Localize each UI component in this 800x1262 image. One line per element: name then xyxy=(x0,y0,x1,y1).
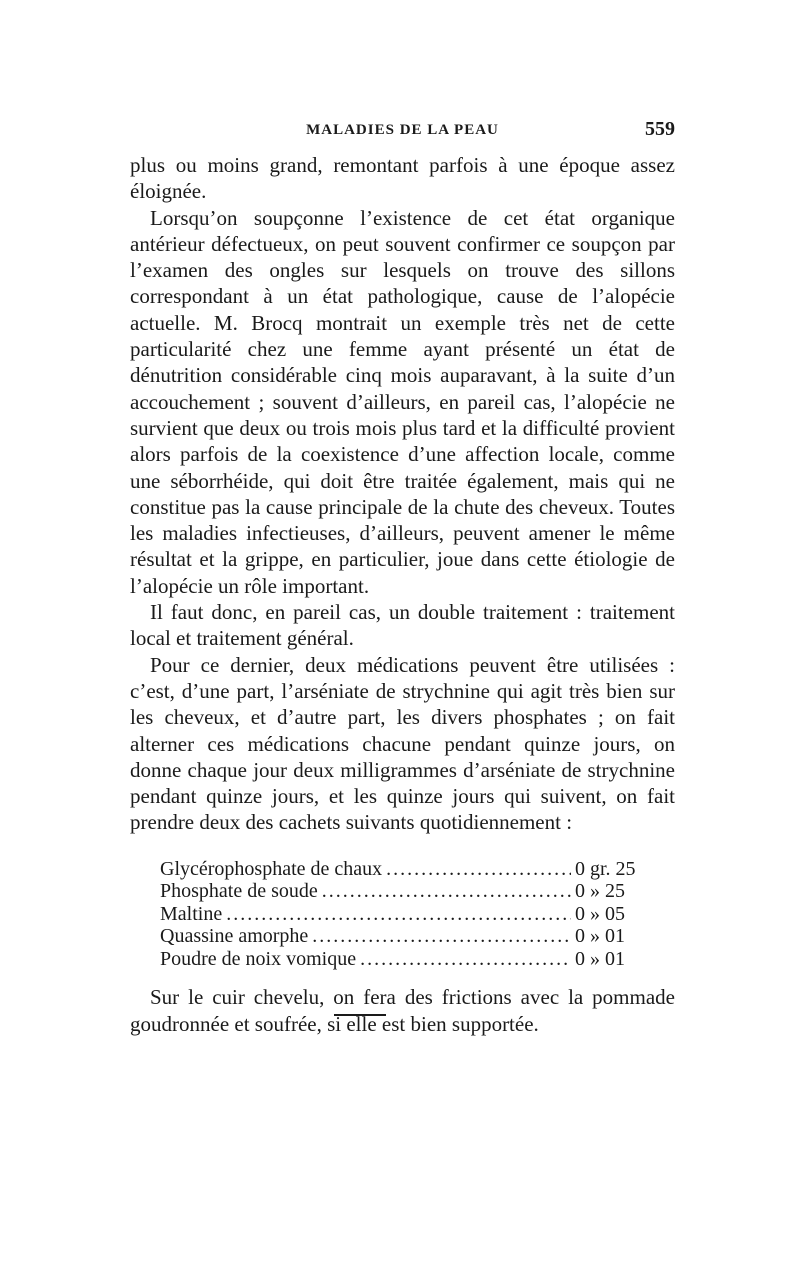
running-title: MALADIES DE LA PEAU xyxy=(306,122,499,138)
dot-leader xyxy=(386,858,571,881)
ingredient-name: Phosphate de soude xyxy=(160,880,318,903)
ingredient-quantity: 0 gr. 25 xyxy=(575,857,636,880)
prescription-list xyxy=(160,858,645,971)
running-head xyxy=(130,118,675,142)
page-number: 559 xyxy=(645,118,675,140)
paragraph: Lorsqu’on soupçonne l’existence de cet état organique antérieur défectueux, on peut souvent confirmer ce soupçon par l’examen des ongles sur lesquels on trouve des sillons correspondant à un état pathologique, cause de l’alopécie actuelle. M. Brocq montrait un exemple très net de cette particularité chez une femme ayant présenté un état de dénutrition considérable cinq mois auparavant, à la suite d’un accouchement ; souvent d’ailleurs, en pareil cas, l’alopécie ne survient que deux ou trois mois plus tard et la difficulté provient alors parfois de la coexistence d’une affection locale, comme une séborrhéide, qui doit être traitée également, mais qui ne constitue pas la cause principale de la chute des cheveux. Toutes les maladies infectieuses, d’ailleurs, peuvent amener le même résultat et la grippe, en particulier, joue dans cette étiologie de l’alopécie un rôle important. xyxy=(130,205,675,598)
paragraph: Pour ce dernier, deux médications peuvent être utilisées : c’est, d’une part, l’arséniate de strychnine qui agit très bien sur les cheveux, et d’autre part, les divers phosphates ; on fait alterner ces médications chacune pendant quinze jours, on donne chaque jour deux milligrammes d’arséniate de strychnine pendant quinze jours, et les quinze jours qui suivent, on fait prendre deux des cachets suivants quotidiennement : xyxy=(130,652,675,835)
dot-leader xyxy=(322,880,571,903)
body-text xyxy=(130,152,675,1037)
ingredient-quantity: 0 » 25 xyxy=(575,880,625,903)
prescription-item xyxy=(160,925,645,948)
prescription-item xyxy=(160,948,645,971)
dot-leader xyxy=(312,925,571,948)
dot-leader xyxy=(360,948,571,971)
dot-leader xyxy=(226,903,571,926)
paragraph: Il faut donc, en pareil cas, un double traitement : traitement local et traitement général. xyxy=(130,600,675,651)
section-end-rule xyxy=(334,1014,386,1016)
paragraph: plus ou moins grand, remontant parfois à une époque assez éloignée. xyxy=(130,153,675,204)
ingredient-name: Poudre de noix vomique xyxy=(160,947,357,970)
ingredient-quantity: 0 » 05 xyxy=(575,902,625,925)
closing-paragraph: Sur le cuir chevelu, on fera des frictions avec la pommade goudronnée et soufrée, si elle est bien supportée. xyxy=(130,985,675,1036)
prescription-item xyxy=(160,858,645,881)
prescription-item xyxy=(160,880,645,903)
ingredient-name: Glycérophosphate de chaux xyxy=(160,857,383,880)
ingredient-name: Quassine amorphe xyxy=(160,925,309,948)
ingredient-quantity: 0 » 01 xyxy=(575,947,625,970)
ingredient-name: Maltine xyxy=(160,902,223,925)
prescription-item xyxy=(160,903,645,926)
ingredient-quantity: 0 » 01 xyxy=(575,925,625,948)
